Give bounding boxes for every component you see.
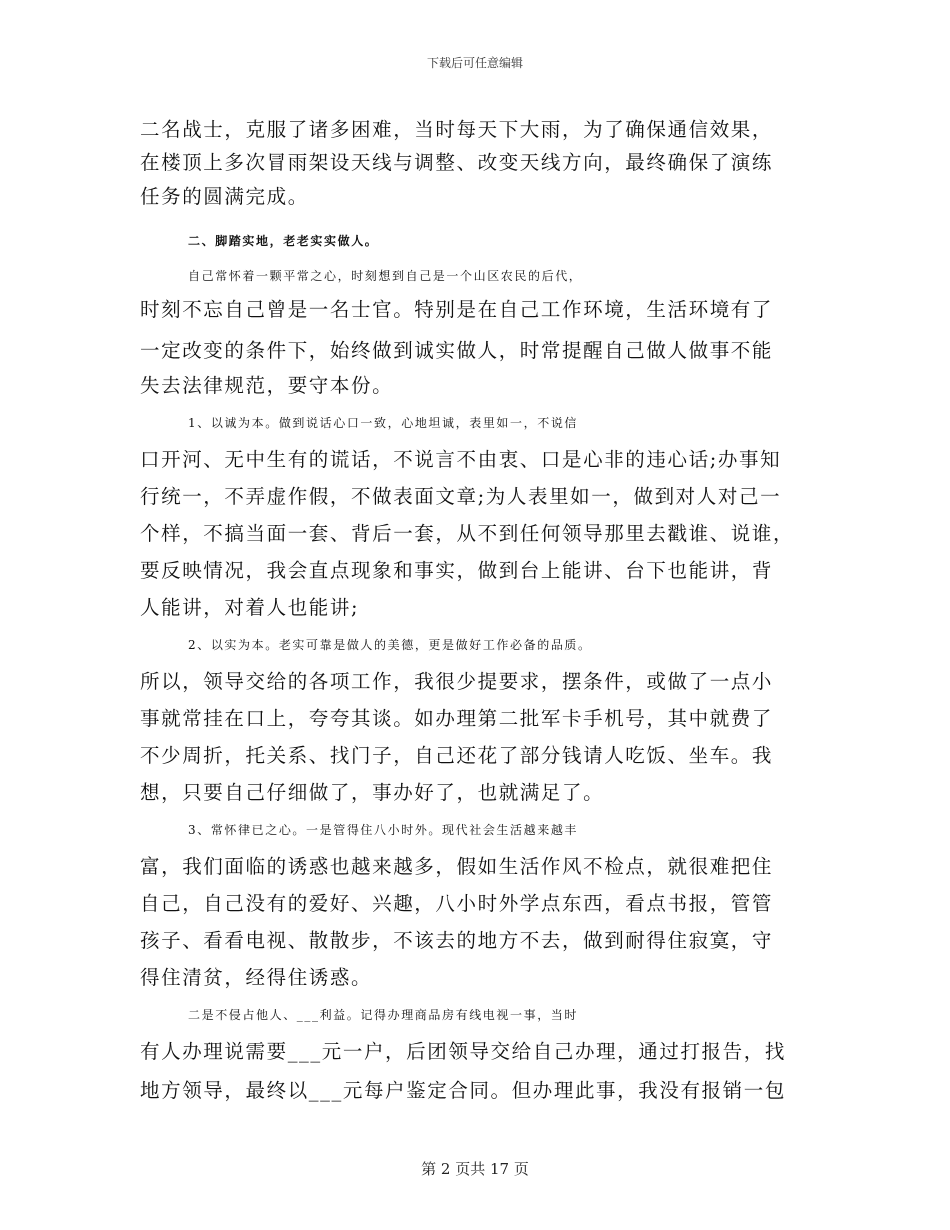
text-line: 个样，不搞当面一套、背后一套，从不到任何领导那里去戳谁、说谁， (140, 522, 795, 545)
text-line: 二是不侵占他人、___利益。记得办理商品房有线电视一事，当时 (188, 1008, 579, 1022)
text-line: 1、以诚为本。做到说话心口一致，心地坦诚，表里如一，不说信 (188, 416, 579, 430)
text-line: 孩子、看看电视、散散步，不该去的地方不去，做到耐得住寂寞，守 (140, 929, 774, 952)
text-line: 时刻不忘自己曾是一名士官。特别是在自己工作环境，生活环境有了 (140, 298, 774, 321)
section-heading: 二、脚踏实地，老老实实做人。 (188, 234, 379, 248)
page-header: 下载后可任意编辑 (426, 56, 523, 70)
text-line: 3、常怀律已之心。一是管得住八小时外。现代社会生活越来越丰 (188, 823, 579, 837)
text-line: 所以，领导交给的各项工作，我很少提要求，摆条件，或做了一点小 (140, 670, 774, 693)
text-line: 富，我们面临的诱惑也越来越多，假如生活作风不检点，就很难把住 (140, 855, 774, 878)
text-line: 口开河、无中生有的谎话，不说言不由衷、口是心非的违心话;办事知 (140, 448, 782, 471)
page-footer: 第 2 页共 17 页 (421, 1160, 529, 1178)
text-line: 失去法律规范，要守本份。 (140, 374, 394, 397)
text-line: 不少周折，托关系、找门子，自己还花了部分钱请人吃饭、坐车。我 (140, 744, 774, 767)
text-line: 事就常挂在口上，夸夸其谈。如办理第二批军卡手机号，其中就费了 (140, 707, 774, 730)
text-line: 自己，自己没有的爱好、兴趣，八小时外学点东西，看点书报，管管 (140, 892, 774, 915)
text-line: 要反映情况，我会直点现象和事实，做到台上能讲、台下也能讲，背 (140, 559, 774, 582)
text-line: 二名战士，克服了诸多困难，当时每天下大雨，为了确保通信效果， (140, 118, 774, 141)
text-line: 行统一，不弄虚作假，不做表面文章;为人表里如一，做到对人对己一 (140, 485, 782, 508)
text-line: 一定改变的条件下，始终做到诚实做人，时常提醒自己做人做事不能 (140, 339, 774, 362)
text-line: 有人办理说需要___元一户，后团领导交给自己办理，通过打报告，找 (140, 1040, 786, 1063)
text-line: 2、以实为本。老实可靠是做人的美德，更是做好工作必备的品质。 (188, 638, 592, 652)
text-line: 想，只要自己仔细做了，事办好了，也就满足了。 (140, 781, 605, 804)
text-line: 自己常怀着一颗平常之心，时刻想到自己是一个山区农民的后代， (188, 269, 583, 283)
text-line: 得住清贫，经得住诱惑。 (140, 966, 373, 989)
text-line: 在楼顶上多次冒雨架设天线与调整、改变天线方向，最终确保了演练 (140, 151, 774, 174)
text-line: 人能讲，对着人也能讲; (140, 596, 360, 619)
text-line: 地方领导，最终以___元每户鉴定合同。但办理此事，我没有报销一包 (140, 1079, 786, 1102)
text-line: 任务的圆满完成。 (140, 185, 309, 208)
